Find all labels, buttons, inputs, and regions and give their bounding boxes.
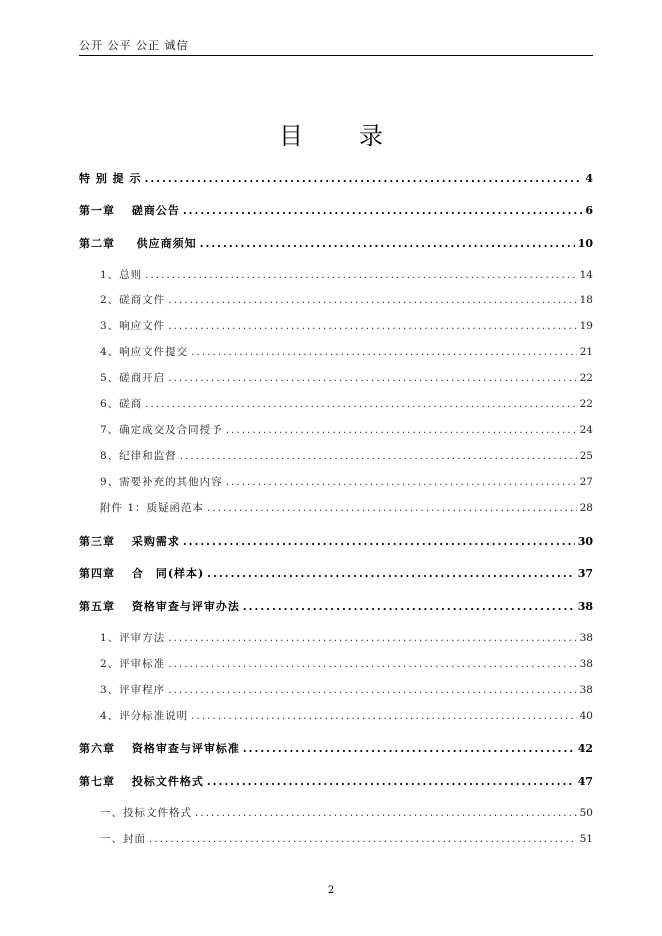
toc-dot-leader (207, 567, 574, 580)
toc-dot-leader (200, 237, 575, 250)
toc-section-entry[interactable] (100, 682, 593, 698)
toc-entry-page: 27 (579, 476, 593, 488)
toc-entry-label: 第六章 资格审查与评审标准 (79, 742, 240, 755)
toc-dot-leader (191, 346, 576, 358)
toc-entry-page: 14 (579, 269, 593, 281)
toc-entry-label: 4、响应文件提交 (100, 346, 189, 358)
toc-section-entry[interactable] (100, 831, 593, 847)
toc-entry-page: 6 (585, 204, 593, 217)
toc-chapter-entry[interactable] (79, 565, 593, 581)
toc-entry-page: 18 (579, 294, 593, 306)
toc-entry-label: 一、封面 (100, 833, 146, 845)
toc-entry-page: 22 (579, 398, 593, 410)
toc-entry-page: 24 (579, 424, 593, 436)
toc-entry-label: 3、评审程序 (100, 684, 166, 696)
toc-section-entry[interactable] (100, 370, 593, 386)
toc-entry-label: 2、磋商文件 (100, 294, 166, 306)
toc-entry-label: 5、磋商开启 (100, 372, 166, 384)
toc-chapter-entry[interactable] (79, 598, 593, 614)
page-header: 公开 公平 公正 诚信 (79, 39, 189, 52)
toc-entry-page: 10 (577, 237, 593, 250)
toc-entry-page: 21 (579, 346, 593, 358)
toc-dot-leader (149, 833, 577, 845)
toc-entry-label: 1、总则 (100, 269, 143, 281)
toc-entry-label: 3、响应文件 (100, 320, 166, 332)
toc-entry-label: 第二章 供应商须知 (79, 237, 197, 250)
toc-entry-page: 30 (577, 535, 593, 548)
toc-entry-page: 4 (585, 172, 593, 185)
toc-dot-leader (168, 372, 576, 384)
toc-entry-page: 40 (579, 710, 593, 722)
toc-section-entry[interactable] (100, 708, 593, 724)
toc-section-entry[interactable] (100, 805, 593, 821)
toc-dot-leader (168, 658, 576, 670)
toc-chapter-entry[interactable] (79, 533, 593, 549)
toc-entry-label: 7、确定成交及合同授予 (100, 424, 223, 436)
toc-dot-leader (145, 269, 576, 281)
toc-dot-leader (226, 476, 577, 488)
toc-dot-leader (145, 172, 583, 185)
toc-chapter-entry[interactable] (79, 170, 593, 186)
toc-dot-leader (243, 742, 575, 755)
toc-dot-leader (168, 294, 576, 306)
toc-entry-label: 第四章 合 同(样本) (79, 567, 205, 580)
toc-entry-page: 38 (577, 600, 593, 613)
toc-dot-leader (243, 600, 575, 613)
toc-dot-leader (191, 710, 576, 722)
toc-section-entry[interactable] (100, 292, 593, 308)
toc-section-entry[interactable] (100, 474, 593, 490)
toc-dot-leader (183, 535, 575, 548)
toc-entry-page: 38 (579, 684, 593, 696)
toc-entry-label: 第一章 磋商公告 (79, 204, 180, 217)
toc-title-left: 目 (279, 122, 303, 150)
toc-section-entry[interactable] (100, 656, 593, 672)
toc-dot-leader (145, 398, 576, 410)
toc-chapter-entry[interactable] (79, 773, 593, 789)
toc-chapter-entry[interactable] (79, 235, 593, 251)
toc-dot-leader (183, 204, 583, 217)
toc-dot-leader (168, 632, 576, 644)
toc-dot-leader (207, 775, 575, 788)
toc-entry-label: 一、投标文件格式 (100, 807, 192, 819)
toc-entry-label: 1、评审方法 (100, 632, 166, 644)
toc-entry-page: 50 (579, 807, 593, 819)
toc-entry-label: 附件 1：质疑函范本 (100, 502, 205, 514)
toc-entry-page: 47 (577, 775, 593, 788)
toc-title-right: 录 (359, 122, 383, 150)
header-rule (79, 55, 593, 56)
toc-section-entry[interactable] (100, 422, 593, 438)
toc-entry-page: 19 (579, 320, 593, 332)
toc-dot-leader (207, 502, 577, 514)
toc-entry-label: 第三章 采购需求 (79, 535, 180, 548)
toc-entry-label: 6、磋商 (100, 398, 143, 410)
toc-dot-leader (180, 450, 577, 462)
toc-entry-label: 第五章 资格审查与评审办法 (79, 600, 240, 613)
toc-entry-label: 9、需要补充的其他内容 (100, 476, 223, 488)
toc-entry-page: 38 (579, 632, 593, 644)
toc-dot-leader (168, 320, 576, 332)
toc-entry-label: 特 别 提 示 (79, 172, 142, 185)
toc-section-entry[interactable] (100, 267, 593, 283)
toc-dot-leader (226, 424, 577, 436)
toc-entry-page: 42 (577, 742, 593, 755)
toc-section-entry[interactable] (100, 630, 593, 646)
toc-chapter-entry[interactable] (79, 202, 593, 218)
toc-entry-label: 第七章 投标文件格式 (79, 775, 204, 788)
toc-entry-page: 22 (579, 372, 593, 384)
toc-dot-leader (195, 807, 577, 819)
toc-section-entry[interactable] (100, 500, 593, 516)
toc-section-entry[interactable] (100, 318, 593, 334)
page-number: 2 (327, 885, 335, 896)
toc-entry-page: 37 (577, 567, 593, 580)
toc-dot-leader (168, 684, 576, 696)
toc-section-entry[interactable] (100, 448, 593, 464)
toc-entry-page: 38 (579, 658, 593, 670)
toc-title (0, 116, 662, 151)
toc-entry-label: 8、纪律和监督 (100, 450, 177, 462)
toc-section-entry[interactable] (100, 396, 593, 412)
toc-entry-label: 4、评分标准说明 (100, 710, 189, 722)
toc-entry-page: 51 (579, 833, 593, 845)
toc-chapter-entry[interactable] (79, 740, 593, 756)
toc-entry-label: 2、评审标准 (100, 658, 166, 670)
toc-entry-page: 25 (579, 450, 593, 462)
toc-section-entry[interactable] (100, 344, 593, 360)
toc-entry-page: 28 (579, 502, 593, 514)
